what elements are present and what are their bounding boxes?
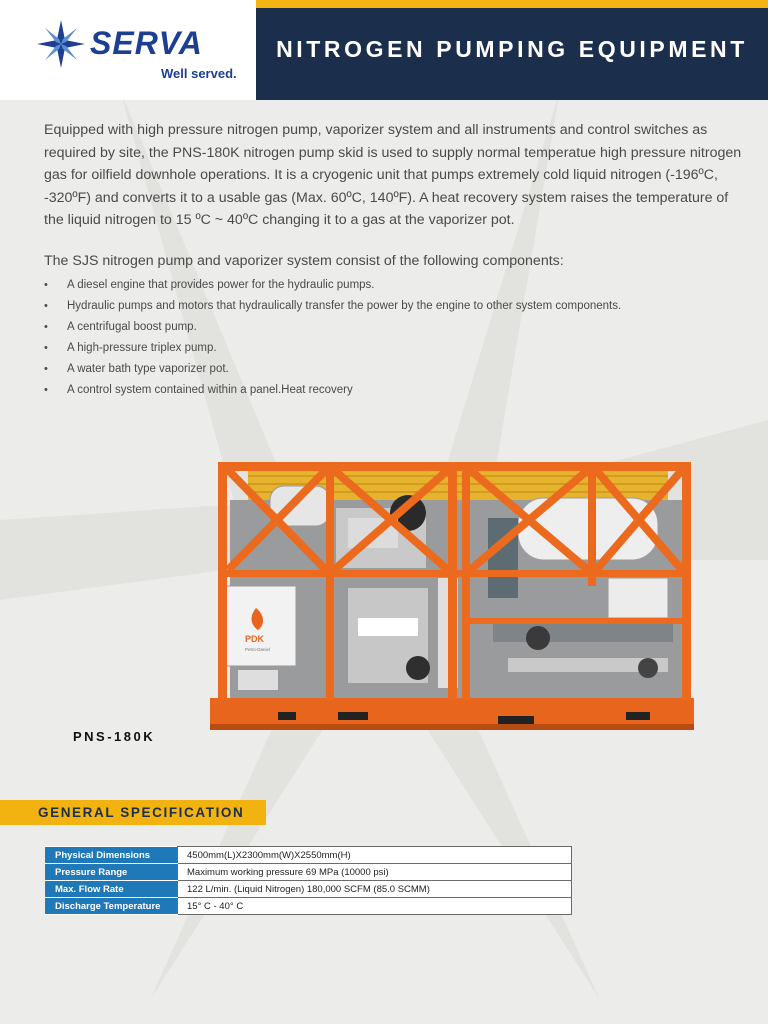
title-bar bbox=[256, 0, 768, 100]
list-item bbox=[44, 319, 724, 340]
table-row bbox=[46, 847, 572, 864]
bullet-icon: • bbox=[44, 384, 48, 396]
accent-stripe bbox=[256, 0, 768, 8]
intro-paragraph: Equipped with high pressure nitrogen pump, vaporizer system and all instruments and control switches as required by site, the PNS-180K nitrogen pump skid is used to supply normal temperatue high pressure nitrogen gas for oilfield downhole operations. It is a cryogenic unit that pumps extremely cold liquid nitrogen (-196ºC, -320ºF) and converts it to a usable gas (Max. 60ºC, 140ºF). A heat recovery system raises the temperature of the liquid nitrogen to 15 ºC ~ 40ºC changing it to a gas at the vaporizer pot. bbox=[44, 122, 742, 229]
list-item bbox=[44, 277, 724, 298]
list-item bbox=[44, 382, 724, 403]
spec-label: Physical Dimensions bbox=[46, 847, 178, 864]
list-item-text: Hydraulic pumps and motors that hydraulically transfer the power by the engine to other system components. bbox=[67, 300, 622, 312]
components-list bbox=[44, 277, 724, 403]
list-item-text: A water bath type vaporizer pot. bbox=[67, 363, 229, 375]
list-item bbox=[44, 298, 724, 319]
page-header bbox=[0, 0, 768, 100]
logo-wordmark: SERVA bbox=[90, 25, 203, 61]
bullet-icon: • bbox=[44, 342, 48, 354]
table-row bbox=[46, 881, 572, 898]
logo bbox=[0, 0, 256, 100]
list-item-text: A high-pressure triplex pump. bbox=[67, 342, 217, 354]
spec-value: 15° C - 40° C bbox=[178, 898, 572, 915]
product-model-label: PNS-180K bbox=[73, 729, 156, 744]
spec-label: Pressure Range bbox=[46, 864, 178, 881]
bullet-icon: • bbox=[44, 321, 48, 333]
bullet-icon: • bbox=[44, 279, 48, 291]
table-row bbox=[46, 864, 572, 881]
components-heading: The SJS nitrogen pump and vaporizer system consist of the following components: bbox=[44, 253, 564, 269]
logo-tagline: Well served. bbox=[161, 66, 237, 81]
panel-logo-label: PDK bbox=[245, 634, 265, 644]
page-title: NITROGEN PUMPING EQUIPMENT bbox=[276, 36, 748, 62]
list-item-text: A centrifugal boost pump. bbox=[67, 321, 197, 333]
serva-star-icon bbox=[36, 19, 86, 69]
list-item bbox=[44, 361, 724, 382]
spec-value: 122 L/min. (Liquid Nitrogen) 180,000 SCFM (85.0 SCMM) bbox=[178, 881, 572, 898]
spec-value: 4500mm(L)X2300mm(W)X2550mm(H) bbox=[178, 847, 572, 864]
spec-label: Max. Flow Rate bbox=[46, 881, 178, 898]
bullet-icon: • bbox=[44, 363, 48, 375]
bullet-icon: • bbox=[44, 300, 48, 312]
spec-table bbox=[45, 846, 572, 915]
spec-heading: GENERAL SPECIFICATION bbox=[38, 805, 245, 820]
spec-section-banner bbox=[0, 800, 266, 825]
panel-logo-sublabel: Petro-Daniel bbox=[245, 647, 271, 652]
table-row bbox=[46, 898, 572, 915]
product-photo bbox=[208, 458, 696, 736]
list-item bbox=[44, 340, 724, 361]
list-item-text: A diesel engine that provides power for the hydraulic pumps. bbox=[67, 279, 375, 291]
list-item-text: A control system contained within a panel.Heat recovery bbox=[67, 384, 353, 396]
spec-label: Discharge Temperature bbox=[46, 898, 178, 915]
spec-value: Maximum working pressure 69 MPa (10000 psi) bbox=[178, 864, 572, 881]
